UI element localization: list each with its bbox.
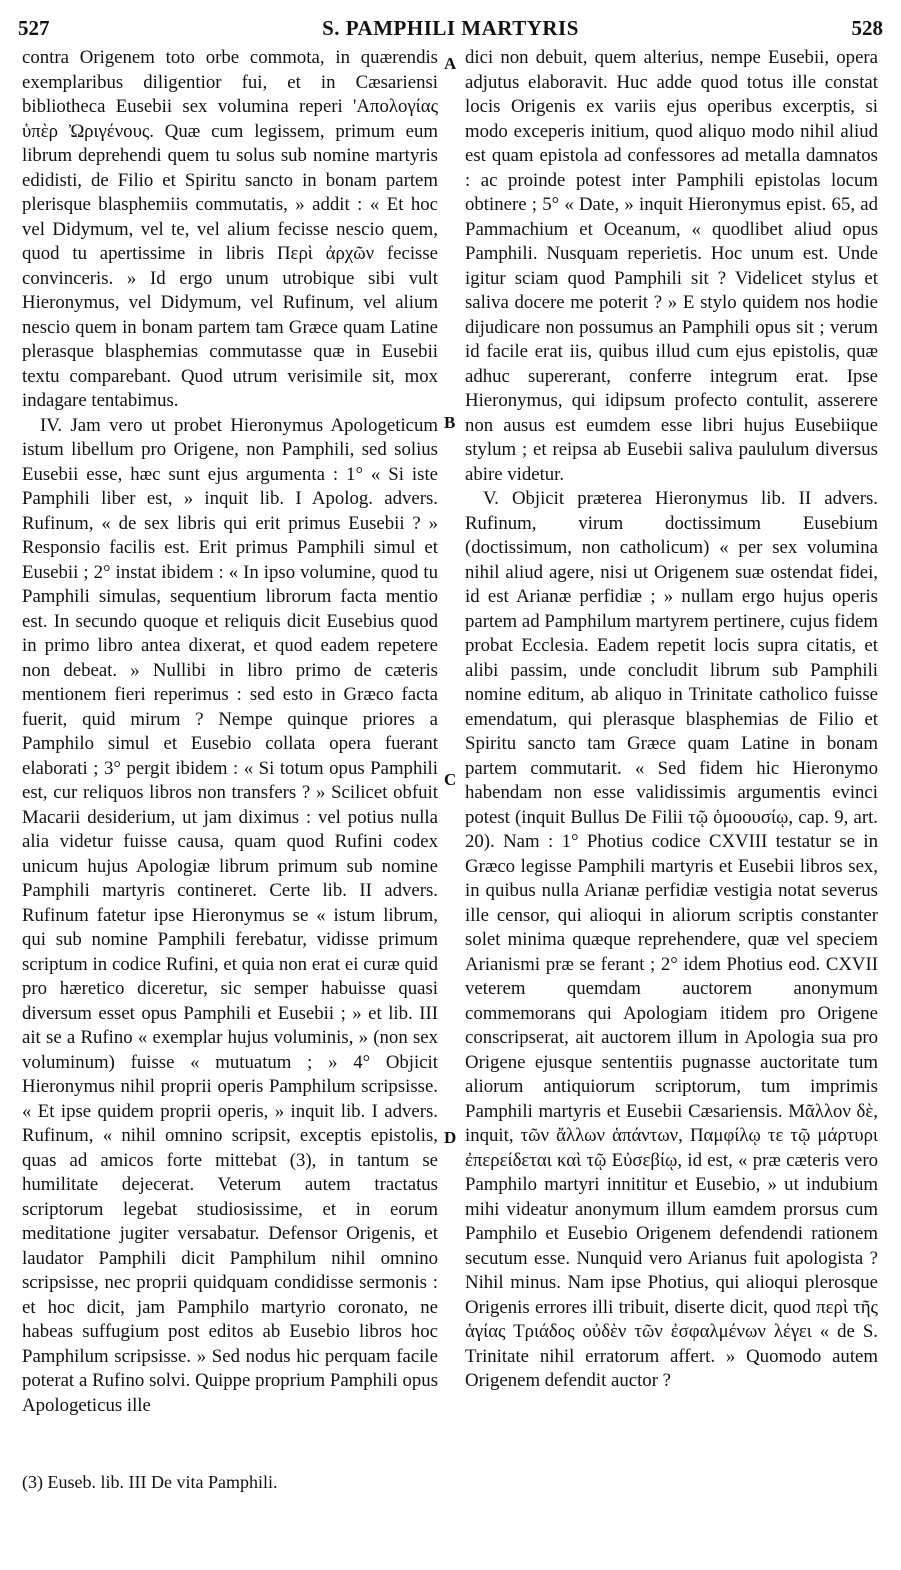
- footnote: (3) Euseb. lib. III De vita Pamphili.: [22, 1472, 278, 1492]
- right-column: [465, 46, 878, 1394]
- right-paragraph-2: V. Objicit præterea Hieronymus lib. II advers. Rufinum, virum doctissimum Eusebium (doctissimum, non catholicum) « per sex volumina nihil aliud agere, nisi ut Origenem suæ ostendat fidei, id est Arianæ perfidiæ ; » nullam ergo hujus operis partem ad Pamphilum martyrem pertinere, cujus fidem probat Ecclesia. Eadem repetit locis supra citatis, et alibi passim, unde concludit librum sub Pamphili nomine editum, ab aliquo in Trinitate catholico fuisse emendatum, qui plerasque blasphemias de Filio et Spiritu sancto tam Græce quam Latine in bonam partem commutarit. « Sed fidem hic Hieronymo habendam non esse validissimis argumentis evinci potest (inquit Bullus De Filii τῷ ὁμοουσίῳ, cap. 9, art. 20). Nam : 1° Photius codice CXVIII testatur se in Græco legisse Pamphili martyris et Eusebii libros sex, in quibus nulla Arianæ perfidiæ vestigia notat severus ille censor, qui alioqui in aliorum scriptis constanter solet minima quæque reprehendere, quæ vel speciem Arianismi præ se ferant ; 2° idem Photius eod. CXVII veterem quemdam auctorem anonymum commemorans qui Apologiam itidem pro Origene conscripserat, ait auctorem illum in Apologia sua pro Origene ejusque sententiis pugnasse auctoritate tum aliorum antiquiorum scriptorum, tum imprimis Pamphili martyris et Eusebii Cæsariensis. Μᾶλλον δὲ, inquit, τῶν ἄλλων ἁπάντων, Παμφίλῳ τε τῷ μάρτυρι ἐπερείδεται καὶ τῷ Εὐσεβίῳ, id est, « præ cæteris vero Pamphilo martyri innititur et Eusebio, » ut indubium mihi videatur anonymum illum eamdem prorsus cum Pamphilo et Eusebio Origenem defendendi rationem secutum esse. Nunquid vero Arianus fuit apologista ? Nihil minus. Nam ipse Photius, qui alioqui plerosque Origenis errores illi tribuit, diserte dicit, quod περὶ τῆς ἁγίας Τριάδος οὐδὲν τῶν ἐσφαλμένων λέγει « de S. Trinitate nihil erratorum affert. » Quomodo autem Origenem defendit auctor ?: [465, 488, 878, 1391]
- page-number-left: 527: [18, 16, 50, 40]
- left-paragraph-2: IV. Jam vero ut probet Hieronymus Apologeticum istum libellum pro Origene, non Pamphili, sed solius Eusebii esse, hæc sunt ejus argumenta : 1° « Si iste Pamphili liber est, » inquit lib. I Apolog. advers. Rufinum, « de sex libris qui erit primus Eusebii ? » Responsio facilis est. Erit primus Pamphili simul et Eusebii ; 2° instat ibidem : « In ipso volumine, quod tu Pamphili simulas, sequentium librorum facta mentio est. In secundo quoque et reliquis dicit Eusebius quod in primo libro antea dixerat, et quod eadem repetere non debeat. » Nullibi in libro primo de cæteris mentionem fieri reperimus : sed esto in Græco facta fuerit, quid mirum ? Nempe quinque priores a Pamphilo simul et Eusebio collata opera fuerant elaborati ; 3° pergit ibidem : « Si totum opus Pamphili est, cur reliquos libros non transfers ? » Scilicet obfuit Macarii desiderium, ut jam diximus : vel potius nulla alia videtur fuisse causa, quam quod Rufini codex unicum hujus Apologiæ librum primum sub nomine Pamphili martyris contineret. Certe lib. II advers. Rufinum fatetur ipse Hieronymus se « istum librum, qui sub nomine Pamphili ferebatur, vidisse primum scriptum in codice Rufini, et quia non erat ei curæ quid pro hæretico diceretur, sic semper habuisse quasi diversum esset opus Pamphili et Eusebii ; » et lib. III ait se a Rufino « exemplar hujus voluminis, » (non sex voluminum) fuisse « mutuatum ; » 4° Objicit Hieronymus nihil proprii operis Pamphilum scripsisse. « Et ipse quidem proprii operis, » inquit lib. I advers. Rufinum, « nihil omnino scripsit, exceptis epistolis, quas ad amicos forte mittebat (3), in tantum se humilitate dejecerat. Veterum autem tractatus scriptorum legebat studiosissime, et in eorum meditatione jugiter versabatur. Defensor Origenis, et laudator Pamphili dicit Pamphilum nihil omnino scripsisse, nec proprii quidquam condidisse sermonis : et hoc dicit, jam Pamphilo martyrio coronato, ne habeas suffugium post editos ab Eusebio libros hoc Pamphilum scripsisse. » Sed nodus hic perquam facile poterat a Rufino solvi. Quippe proprium Pamphili opus Apologeticus ille: [22, 414, 438, 1416]
- running-header: [18, 10, 883, 46]
- right-paragraph-1: dici non debuit, quem alterius, nempe Eusebii, opera adjutus elaboravit. Huc adde quod totus ille constat locis Origenis ex variis ejus operibus excerptis, si modo exceperis initium, quod aliquo modo nihil aliud est quam epistola ad confessores ad metalla damnatos : ac proinde potest inter Pamphili epistolas locum obtinere ; 5° « Date, » inquit Hieronymus epist. 65, ad Pammachium et Oceanum, « quodlibet aliud opus Pamphili. Nusquam reperietis. Hoc unum est. Unde igitur sciam quod Pamphili sit ? Videlicet stylus et saliva docere me poterit ? » E stylo quidem nos hodie dijudicare non possumus an Pamphili opus sit ; verum id facile erat iis, quibus illud cum ejus epistolis, quæ adhuc supererant, conferre integrum erat. Ipse Hieronymus, qui idipsum profecto contulit, asserere non ausus est eumdem esse libri hujus Eusebiique stylum ; et reipsa ab Eusebii saliva paululum diversus abire videtur.: [465, 47, 878, 485]
- page-number-right: 528: [851, 16, 883, 40]
- section-marker-c: C: [444, 770, 457, 789]
- running-title: S. PAMPHILI MARTYRIS: [322, 16, 579, 40]
- left-column: [22, 46, 438, 1418]
- section-marker-b: B: [444, 413, 456, 432]
- left-paragraph-1: contra Origenem toto orbe commota, in quærendis exemplaribus diligentior fui, et in Cæsariensi bibliotheca Eusebii sex volumina reperi 'Απολογίας ὑπὲρ Ὠριγένους. Quæ cum legissem, primum eum librum deprehendi quem tu solus sub nomine martyris edidisti, de Filio et Spiritu sancto in bonam partem plerisque blasphemiis commutatis, » addit : « Et hoc vel Didymum, vel te, vel alium fecisse nescio quem, quod tu apertissime in libris Περὶ ἀρχῶν fecisse convinceris. » Id ergo unum utrobique sibi vult Hieronymus, vel Didymum, vel Rufinum, vel alium nescio quem in bonam partem tam Græce quam Latine plerasque blasphemias commutasse quæ in Eusebii textu comparebant. Quod utrum verisimile sit, mox indagare tentabimus.: [22, 47, 438, 411]
- section-marker-d: D: [444, 1128, 457, 1147]
- section-marker-a: A: [444, 54, 457, 73]
